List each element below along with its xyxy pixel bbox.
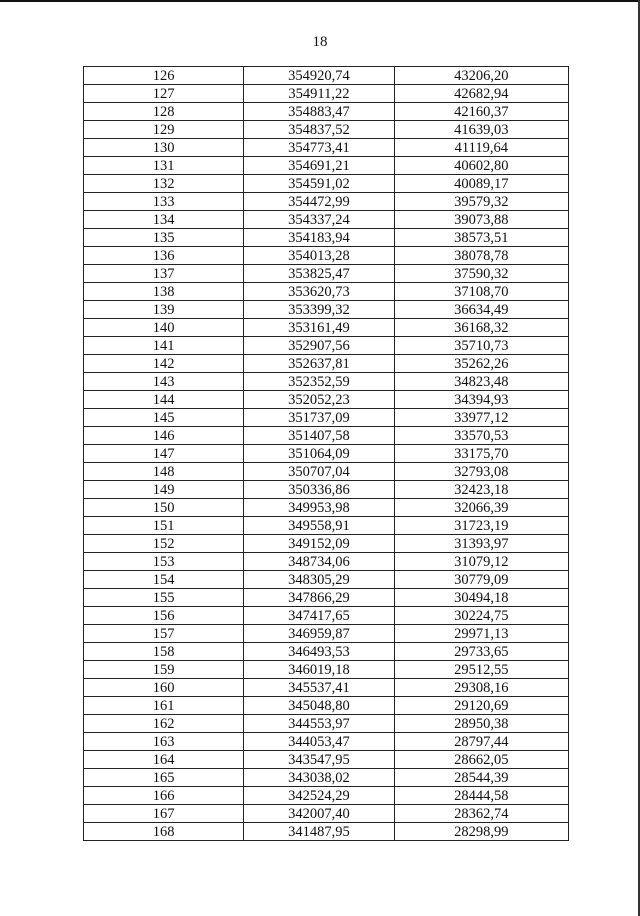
table-row	[84, 445, 569, 463]
table-row	[84, 121, 569, 139]
point-number-cell: 149	[84, 481, 244, 499]
x-coordinate-cell: 342524,29	[244, 787, 394, 805]
x-coordinate-cell: 347417,65	[244, 607, 394, 625]
point-number-cell: 151	[84, 517, 244, 535]
table-row	[84, 769, 569, 787]
point-number-cell: 144	[84, 391, 244, 409]
y-coordinate-cell: 34394,93	[394, 391, 568, 409]
table-row	[84, 139, 569, 157]
table-row	[84, 481, 569, 499]
y-coordinate-cell: 41119,64	[394, 139, 568, 157]
x-coordinate-cell: 348734,06	[244, 553, 394, 571]
x-coordinate-cell: 344053,47	[244, 733, 394, 751]
table-row	[84, 211, 569, 229]
point-number-cell: 126	[84, 67, 244, 85]
y-coordinate-cell: 34823,48	[394, 373, 568, 391]
y-coordinate-cell: 31393,97	[394, 535, 568, 553]
x-coordinate-cell: 354773,41	[244, 139, 394, 157]
x-coordinate-cell: 351064,09	[244, 445, 394, 463]
table-row	[84, 535, 569, 553]
point-number-cell: 163	[84, 733, 244, 751]
table-row	[84, 85, 569, 103]
point-number-cell: 133	[84, 193, 244, 211]
point-number-cell: 139	[84, 301, 244, 319]
x-coordinate-cell: 354591,02	[244, 175, 394, 193]
x-coordinate-cell: 345048,80	[244, 697, 394, 715]
table-row	[84, 517, 569, 535]
y-coordinate-cell: 37590,32	[394, 265, 568, 283]
x-coordinate-cell: 353620,73	[244, 283, 394, 301]
y-coordinate-cell: 39579,32	[394, 193, 568, 211]
x-coordinate-cell: 346959,87	[244, 625, 394, 643]
table-row	[84, 823, 569, 841]
point-number-cell: 164	[84, 751, 244, 769]
point-number-cell: 168	[84, 823, 244, 841]
point-number-cell: 148	[84, 463, 244, 481]
point-number-cell: 138	[84, 283, 244, 301]
point-number-cell: 135	[84, 229, 244, 247]
x-coordinate-cell: 346493,53	[244, 643, 394, 661]
x-coordinate-cell: 353161,49	[244, 319, 394, 337]
y-coordinate-cell: 28444,58	[394, 787, 568, 805]
table-row	[84, 715, 569, 733]
x-coordinate-cell: 352052,23	[244, 391, 394, 409]
table-row	[84, 679, 569, 697]
table-row	[84, 337, 569, 355]
point-number-cell: 158	[84, 643, 244, 661]
x-coordinate-cell: 348305,29	[244, 571, 394, 589]
point-number-cell: 160	[84, 679, 244, 697]
point-number-cell: 156	[84, 607, 244, 625]
y-coordinate-cell: 35710,73	[394, 337, 568, 355]
coordinates-table-body	[84, 67, 569, 841]
y-coordinate-cell: 29512,55	[394, 661, 568, 679]
point-number-cell: 150	[84, 499, 244, 517]
y-coordinate-cell: 38573,51	[394, 229, 568, 247]
table-row	[84, 805, 569, 823]
y-coordinate-cell: 28662,05	[394, 751, 568, 769]
x-coordinate-cell: 354183,94	[244, 229, 394, 247]
table-row	[84, 571, 569, 589]
y-coordinate-cell: 41639,03	[394, 121, 568, 139]
table-row	[84, 103, 569, 121]
y-coordinate-cell: 40602,80	[394, 157, 568, 175]
x-coordinate-cell: 351407,58	[244, 427, 394, 445]
point-number-cell: 128	[84, 103, 244, 121]
point-number-cell: 136	[84, 247, 244, 265]
table-row	[84, 553, 569, 571]
x-coordinate-cell: 349152,09	[244, 535, 394, 553]
y-coordinate-cell: 42160,37	[394, 103, 568, 121]
y-coordinate-cell: 31723,19	[394, 517, 568, 535]
x-coordinate-cell: 354837,52	[244, 121, 394, 139]
table-row	[84, 643, 569, 661]
y-coordinate-cell: 32066,39	[394, 499, 568, 517]
point-number-cell: 129	[84, 121, 244, 139]
point-number-cell: 153	[84, 553, 244, 571]
point-number-cell: 142	[84, 355, 244, 373]
x-coordinate-cell: 354920,74	[244, 67, 394, 85]
point-number-cell: 162	[84, 715, 244, 733]
table-row	[84, 265, 569, 283]
table-row	[84, 301, 569, 319]
table-row	[84, 733, 569, 751]
point-number-cell: 145	[84, 409, 244, 427]
x-coordinate-cell: 350707,04	[244, 463, 394, 481]
table-row	[84, 229, 569, 247]
y-coordinate-cell: 39073,88	[394, 211, 568, 229]
table-row	[84, 697, 569, 715]
x-coordinate-cell: 349558,91	[244, 517, 394, 535]
y-coordinate-cell: 33175,70	[394, 445, 568, 463]
point-number-cell: 155	[84, 589, 244, 607]
point-number-cell: 130	[84, 139, 244, 157]
y-coordinate-cell: 38078,78	[394, 247, 568, 265]
x-coordinate-cell: 345537,41	[244, 679, 394, 697]
y-coordinate-cell: 40089,17	[394, 175, 568, 193]
y-coordinate-cell: 28797,44	[394, 733, 568, 751]
point-number-cell: 141	[84, 337, 244, 355]
point-number-cell: 165	[84, 769, 244, 787]
y-coordinate-cell: 42682,94	[394, 85, 568, 103]
table-row	[84, 625, 569, 643]
y-coordinate-cell: 30224,75	[394, 607, 568, 625]
table-row	[84, 67, 569, 85]
table-row	[84, 355, 569, 373]
table-row	[84, 751, 569, 769]
x-coordinate-cell: 352907,56	[244, 337, 394, 355]
y-coordinate-cell: 31079,12	[394, 553, 568, 571]
table-row	[84, 157, 569, 175]
table-row	[84, 283, 569, 301]
point-number-cell: 146	[84, 427, 244, 445]
table-row	[84, 607, 569, 625]
scan-border-top	[0, 0, 640, 2]
x-coordinate-cell: 350336,86	[244, 481, 394, 499]
y-coordinate-cell: 33977,12	[394, 409, 568, 427]
y-coordinate-cell: 29308,16	[394, 679, 568, 697]
x-coordinate-cell: 344553,97	[244, 715, 394, 733]
point-number-cell: 157	[84, 625, 244, 643]
table-row	[84, 247, 569, 265]
table-row	[84, 373, 569, 391]
y-coordinate-cell: 28362,74	[394, 805, 568, 823]
coordinates-table	[83, 66, 569, 841]
y-coordinate-cell: 30779,09	[394, 571, 568, 589]
point-number-cell: 143	[84, 373, 244, 391]
x-coordinate-cell: 354472,99	[244, 193, 394, 211]
x-coordinate-cell: 354337,24	[244, 211, 394, 229]
point-number-cell: 161	[84, 697, 244, 715]
table-row	[84, 463, 569, 481]
y-coordinate-cell: 32423,18	[394, 481, 568, 499]
y-coordinate-cell: 29120,69	[394, 697, 568, 715]
y-coordinate-cell: 30494,18	[394, 589, 568, 607]
point-number-cell: 132	[84, 175, 244, 193]
x-coordinate-cell: 354883,47	[244, 103, 394, 121]
x-coordinate-cell: 346019,18	[244, 661, 394, 679]
x-coordinate-cell: 353825,47	[244, 265, 394, 283]
x-coordinate-cell: 354013,28	[244, 247, 394, 265]
y-coordinate-cell: 36634,49	[394, 301, 568, 319]
point-number-cell: 167	[84, 805, 244, 823]
point-number-cell: 159	[84, 661, 244, 679]
table-row	[84, 427, 569, 445]
point-number-cell: 166	[84, 787, 244, 805]
x-coordinate-cell: 343038,02	[244, 769, 394, 787]
x-coordinate-cell: 352352,59	[244, 373, 394, 391]
table-row	[84, 175, 569, 193]
y-coordinate-cell: 29971,13	[394, 625, 568, 643]
point-number-cell: 134	[84, 211, 244, 229]
table-row	[84, 589, 569, 607]
y-coordinate-cell: 37108,70	[394, 283, 568, 301]
x-coordinate-cell: 349953,98	[244, 499, 394, 517]
x-coordinate-cell: 354691,21	[244, 157, 394, 175]
table-row	[84, 661, 569, 679]
y-coordinate-cell: 28544,39	[394, 769, 568, 787]
y-coordinate-cell: 33570,53	[394, 427, 568, 445]
y-coordinate-cell: 29733,65	[394, 643, 568, 661]
page-number: 18	[312, 34, 328, 50]
x-coordinate-cell: 343547,95	[244, 751, 394, 769]
y-coordinate-cell: 36168,32	[394, 319, 568, 337]
y-coordinate-cell: 28298,99	[394, 823, 568, 841]
x-coordinate-cell: 352637,81	[244, 355, 394, 373]
point-number-cell: 127	[84, 85, 244, 103]
x-coordinate-cell: 342007,40	[244, 805, 394, 823]
y-coordinate-cell: 32793,08	[394, 463, 568, 481]
y-coordinate-cell: 35262,26	[394, 355, 568, 373]
x-coordinate-cell: 353399,32	[244, 301, 394, 319]
point-number-cell: 152	[84, 535, 244, 553]
point-number-cell: 137	[84, 265, 244, 283]
point-number-cell: 131	[84, 157, 244, 175]
table-row	[84, 409, 569, 427]
point-number-cell: 147	[84, 445, 244, 463]
point-number-cell: 154	[84, 571, 244, 589]
table-row	[84, 319, 569, 337]
table-row	[84, 787, 569, 805]
x-coordinate-cell: 351737,09	[244, 409, 394, 427]
y-coordinate-cell: 28950,38	[394, 715, 568, 733]
point-number-cell: 140	[84, 319, 244, 337]
y-coordinate-cell: 43206,20	[394, 67, 568, 85]
table-row	[84, 499, 569, 517]
table-row	[84, 391, 569, 409]
x-coordinate-cell: 354911,22	[244, 85, 394, 103]
x-coordinate-cell: 341487,95	[244, 823, 394, 841]
table-row	[84, 193, 569, 211]
x-coordinate-cell: 347866,29	[244, 589, 394, 607]
